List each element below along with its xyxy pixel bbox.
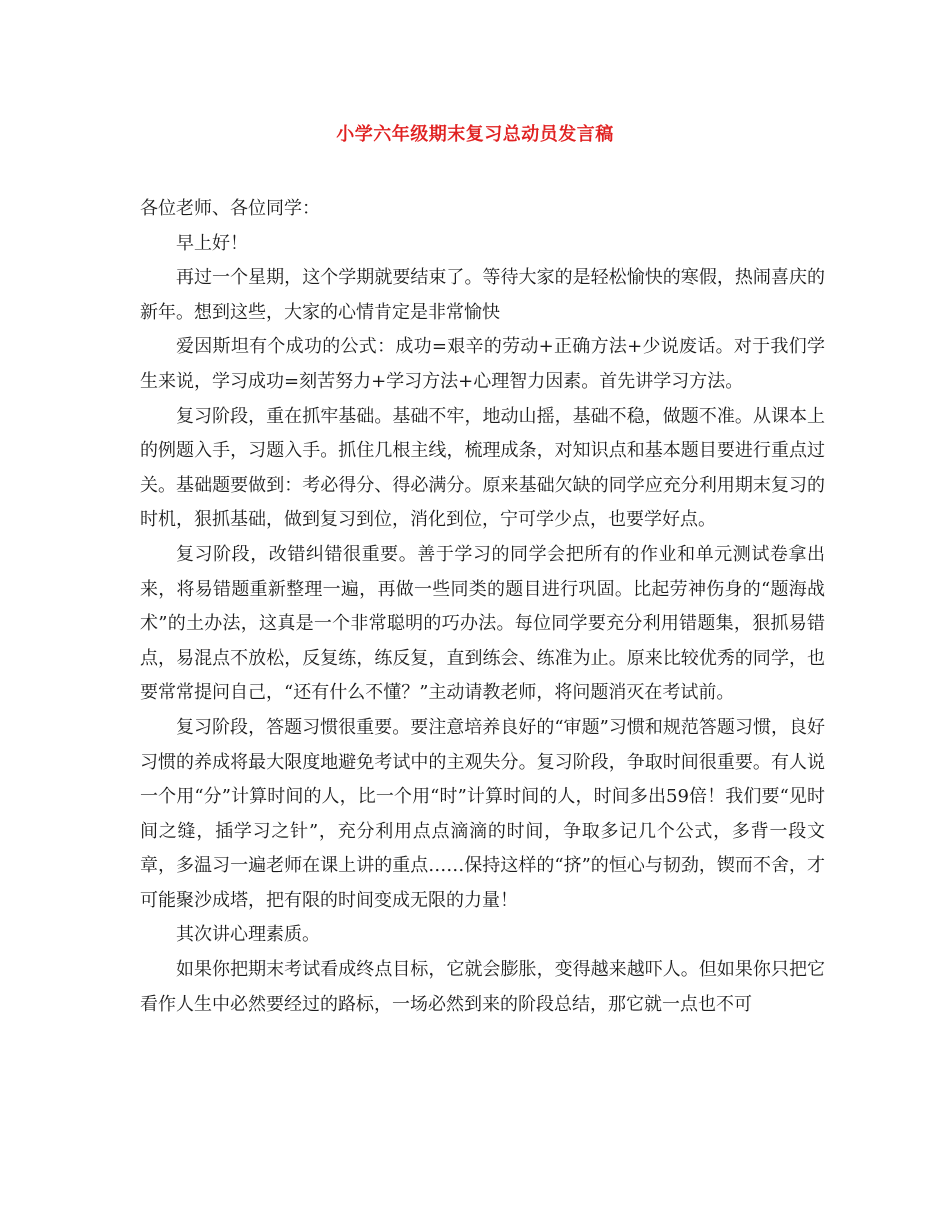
paragraph-psychology: 如果你把期末考试看成终点目标，它就会膨胀，变得越来越吓人。但如果你只把它看作人生中必然要经过的路标，一场必然到来的阶段总结，那它就一点也不可	[140, 959, 825, 1015]
paragraph-psychology-heading: 其次讲心理素质。	[176, 924, 320, 946]
paragraph-habits: 复习阶段，答题习惯很重要。要注意培养良好的“审题”习惯和规范答题习惯，良好习惯的养成将最大限度地避免考试中的主观失分。复习阶段，争取时间很重要。有人说一个用“分”计算时间的人，比一个用“时”计算时间的人，时间多出59倍！我们要“见时间之缝，插学习之针”，充分利用点点滴滴的时间，争取多记几个公式，多背一段文章，多温习一遍老师在课上讲的重点……保持这样的“挤”的恒心与韧劲，锲而不舍，才可能聚沙成塔，把有限的时间变成无限的力量！	[140, 716, 825, 911]
paragraph-corrections: 复习阶段，改错纠错很重要。善于学习的同学会把所有的作业和单元测试卷拿出来，将易错题重新整理一遍，再做一些同类的题目进行巩固。比起劳神伤身的“题海战术”的土办法，这真是一个非常聪明的巧办法。每位同学要充分利用错题集，狠抓易错点，易混点不放松，反复练，练反复，直到练会、练准为止。原来比较优秀的同学，也要常常提问自己，“还有什么不懂？”主动请教老师，将问题消灭在考试前。	[140, 543, 825, 704]
document-title: 小学六年级期末复习总动员发言稿	[336, 124, 614, 145]
paragraph-basics: 复习阶段，重在抓牢基础。基础不牢，地动山摇，基础不稳，做题不准。从课本上的例题入手，习题入手。抓住几根主线，梳理成条，对知识点和基本题目要进行重点过关。基础题要做到：考必得分、得必满分。原来基础欠缺的同学应充分利用期末复习的时机，狠抓基础，做到复习到位，消化到位，宁可学少点，也要学好点。	[140, 405, 825, 531]
salutation: 各位老师、各位同学：	[140, 198, 320, 219]
paragraph-formula: 爱因斯坦有个成功的公式：成功=艰辛的劳动+正确方法+少说废话。对于我们学生来说，学习成功=刻苦努力+学习方法+心理智力因素。首先讲学习方法。	[140, 336, 825, 392]
paragraph-greeting: 早上好！	[176, 232, 248, 254]
paragraph-intro: 再过一个星期，这个学期就要结束了。等待大家的是轻松愉快的寒假，热闹喜庆的新年。想到这些，大家的心情肯定是非常愉快	[140, 267, 825, 323]
document-body	[140, 192, 825, 1022]
